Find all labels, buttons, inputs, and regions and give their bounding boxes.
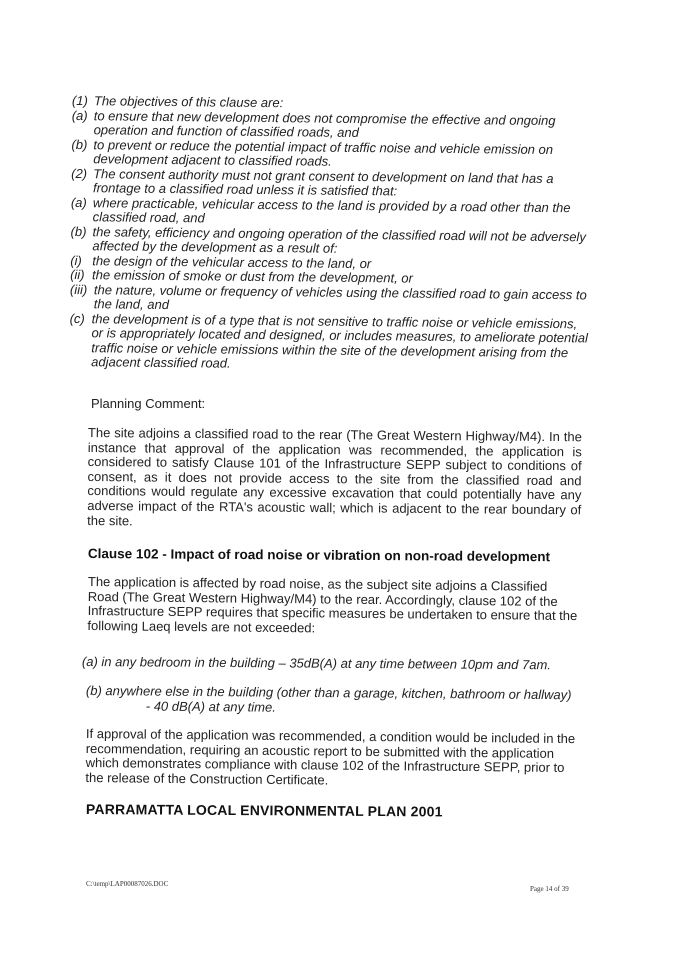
lep-heading: PARRAMATTA LOCAL ENVIRONMENTAL PLAN 2001: [85, 801, 443, 820]
elsewhere-limit-item: [86, 683, 586, 717]
clause-101-text: [69, 94, 592, 375]
item-text: to prevent or reduce the potential impact of traffic noise and vehicle emission on development adjacent to classified roads.: [93, 136, 554, 169]
item-text: the emission of smoke or dust from the development, or: [92, 267, 413, 286]
bedroom-limit-item: (a) in any bedroom in the building – 35dB(A) at any time between 10pm and 7am.: [81, 654, 551, 673]
clause-102-paragraph: The application is affected by road noise, as the subject site adjoins a Classified Road (The Great Western Highway/M4) to the rear. Accordingly, clause 102 of the Infrastructure SEPP requires that specific measures be undertaken to ensure that the following Laeq levels are not exceeded:: [87, 574, 578, 636]
item-label: (b): [70, 223, 87, 239]
item-text: The objectives of this clause are:: [93, 93, 284, 111]
elsewhere-limit-line1: (b) anywhere else in the building (other than a garage, kitchen, bathroom or hallway): [85, 683, 572, 703]
item-label: (a): [71, 107, 88, 123]
footer-page-number: Page 14 of 39: [530, 885, 569, 893]
clause-102-heading: Clause 102 - Impact of road noise or vibration on non-road development: [87, 546, 551, 565]
footer-file-path: C:\temp\LAP00087026.DOC: [86, 880, 169, 888]
planning-comment-paragraph: The site adjoins a classified road to the rear (The Great Western Highway/M4). In the instance that approval of the application was recommended, the application is considered to satisfy Clause 101 of the Infrastructure SEPP subject to conditions of consent, as it does not provide access to the site from the classified road and conditions would regulate any excessive excavation that could potentially have any adverse impact of the RTA's acoustic wall; which is adjacent to the rear boundary of the site.: [87, 425, 582, 528]
item-text: the nature, volume or frequency of vehicles using the classified road to gain access to the land, and: [93, 281, 587, 313]
item-label: (c): [69, 310, 85, 326]
planning-comment-heading: Planning Comment:: [91, 396, 206, 411]
item-text: where practicable, vehicular access to the land is provided by a road other than the classified road, and: [92, 194, 571, 226]
item-label: (iii): [69, 281, 88, 297]
item-label: (b): [71, 136, 88, 152]
item-text: the safety, efficiency and ongoing operation of the classified road will not be adversely affected by the development as a result of:: [92, 223, 586, 256]
item-label: (2): [71, 165, 88, 181]
item-text: the development is of a type that is not sensitive to traffic noise or vehicle emissions, or is appropriately located and designed, or includes measures, to ameliorate potential traffic noise or vehicle emissions within the site of the development arising from the adjacent classified road.: [91, 310, 589, 371]
item-text: to ensure that new development does not compromise the effective and ongoing operation and function of classified roads, and: [93, 107, 556, 141]
item-label: (1): [71, 93, 88, 109]
item-label: (ii): [70, 266, 85, 283]
item-text: The consent authority must not grant consent to development on land that has a frontage to a classified road unless it is satisfied that:: [92, 165, 554, 199]
item-label: (a): [70, 194, 87, 210]
item-label: (i): [70, 252, 82, 268]
clause-item: [69, 311, 590, 374]
elsewhere-limit-line2: - 40 dB(A) at any time.: [145, 698, 276, 715]
item-text: the design of the vehicular access to the land, or: [92, 252, 372, 271]
condition-paragraph: If approval of the application was recommended, a condition would be included in the recommendation, requiring an acoustic report to be submitted with the application which demonstrates compliance with clause 102 of the Infrastructure SEPP, prior to the release of the Construction Certificate.: [85, 726, 576, 788]
